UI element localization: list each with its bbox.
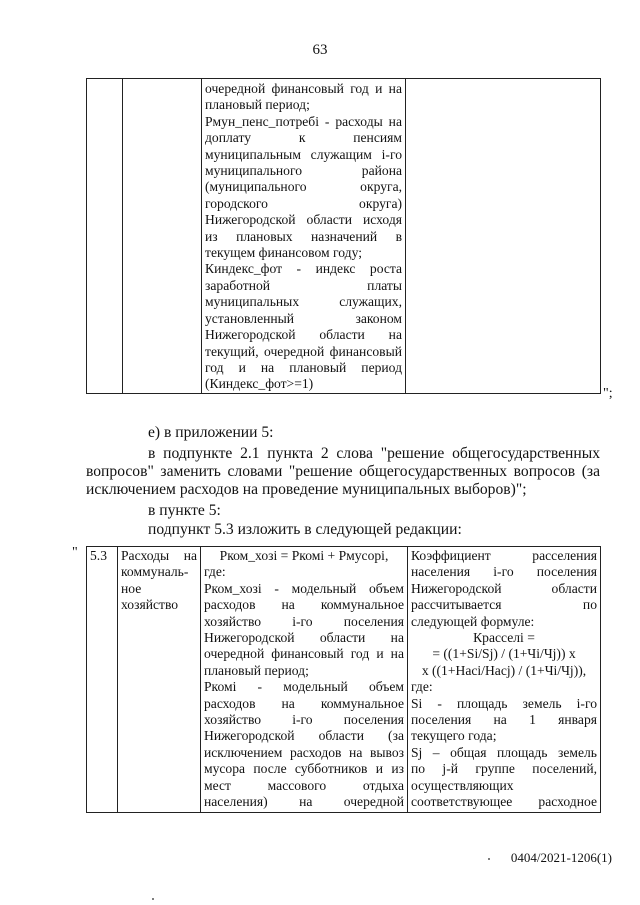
table1-col-coefficient: [406, 79, 601, 394]
opening-quote-mark: ": [72, 545, 78, 560]
text-line: год и на плановый период: [205, 359, 402, 375]
text-line: населения і-го поселения: [411, 564, 597, 580]
text-line: исключением расходов на вывоз: [204, 744, 404, 760]
text-line: Нижегородской области (за: [204, 728, 404, 744]
text-line: текущий, очередной финансовый: [205, 343, 402, 359]
text-line: осуществляющих: [411, 777, 514, 793]
table2-col-name: [118, 547, 201, 813]
text-line: текущего года;: [411, 728, 497, 744]
scan-speck: [152, 898, 154, 900]
text-line: х ((1+Насі/Насj) / (1+Чі/Чj)),: [421, 662, 587, 678]
paragraph-subclause-2-1-line-2: вопросов" заменить словами "решение общегосударственных вопросов (за: [86, 463, 600, 480]
text-line: Нижегородской области: [411, 580, 597, 596]
text-line: плановый период;: [204, 662, 309, 678]
text-line: хозяйство і-го поселения: [204, 712, 404, 728]
document-code: 0404/2021-1206(1): [510, 850, 612, 865]
text-line: мусора после субботников и из: [204, 761, 404, 777]
row-number: 5.3: [90, 548, 107, 563]
text-line: коммуналь-: [121, 564, 189, 580]
text-line: заработной платы: [205, 277, 402, 293]
text-line: Красселі =: [473, 630, 535, 646]
text-line: Sj – общая площадь земель: [411, 744, 597, 760]
paragraph-subclause-5-3: подпункт 5.3 изложить в следующей редакции:: [148, 521, 462, 538]
table1-col-number: [87, 79, 123, 394]
subclause-5-3-table: [86, 546, 601, 813]
text-line: Нижегородской области на: [205, 327, 402, 343]
text-line: ное: [121, 580, 142, 596]
text-line: Нижегородской области на: [204, 630, 404, 646]
table2-col-number: [87, 547, 118, 813]
table2-col-coefficient: [408, 547, 601, 813]
text-line: из плановых назначений в: [205, 228, 402, 244]
text-line: Нижегородской области исходя: [205, 212, 402, 228]
text-line: расходов на коммунальное: [204, 695, 404, 711]
text-line: Si - площадь земель і-го: [411, 695, 597, 711]
paragraph-clause-5: в пункте 5:: [148, 502, 221, 519]
text-line: Ркомі - модельный объем: [204, 679, 404, 695]
scan-speck: [488, 858, 490, 860]
table2-col-formula: [201, 547, 408, 813]
text-line: = ((1+Si/Sj) / (1+Чі/Чj)) х: [432, 646, 576, 662]
text-line: населения) на очередной: [204, 794, 404, 810]
text-line: хозяйство: [121, 597, 179, 613]
paragraph-subclause-2-1-line-1: в подпункте 2.1 пункта 2 слова "решение общегосударственных: [148, 445, 600, 462]
text-line: расходов на коммунальное: [204, 597, 404, 613]
text-line: муниципальных служащих,: [205, 294, 402, 310]
text-line: (муниципального округа,: [205, 179, 402, 195]
text-line: установленный законом: [205, 310, 402, 326]
text-line: плановый период;: [205, 97, 310, 113]
text-line: городского округа): [205, 195, 402, 211]
text-line: хозяйство і-го поселения: [204, 613, 404, 629]
text-line: Рком_хозі - модельный объем: [204, 580, 404, 596]
continuation-table: [86, 78, 601, 394]
table1-col-formula: [202, 79, 406, 394]
closing-quote-mark: ";: [603, 386, 613, 401]
text-line: текущем финансовом году;: [205, 245, 362, 261]
text-line: Рмун_пенс_потребі - расходы на: [205, 113, 402, 129]
paragraph-appendix-5: е) в приложении 5:: [148, 424, 274, 441]
text-line: по j-й группе поселений,: [411, 761, 597, 777]
table1-col-name: [123, 79, 202, 394]
page-number: 63: [312, 42, 328, 58]
text-line: поселения на 1 января: [411, 712, 597, 728]
text-line: следующей формуле:: [411, 613, 535, 629]
text-line: доплату к пенсиям: [205, 130, 402, 146]
text-line: Киндекс_фот - индекс роста: [205, 261, 402, 277]
text-line: где:: [204, 564, 226, 580]
text-line: муниципального района: [205, 163, 402, 179]
text-line: очередной финансовый год и на: [204, 646, 404, 662]
text-line: Рком_хозі = Ркомі + Рмусорі,: [219, 548, 389, 563]
text-line: соответствующее расходное: [411, 794, 597, 810]
text-line: (Киндекс_фот>=1): [205, 376, 314, 392]
text-line: муниципальным служащим і-го: [205, 146, 402, 162]
text-line: очередной финансовый год и на: [205, 81, 402, 96]
text-line: где:: [411, 679, 433, 695]
text-line: рассчитывается по: [411, 597, 597, 613]
text-line: Расходы на: [121, 548, 197, 563]
text-line: мест массового отдыха: [204, 777, 404, 793]
paragraph-subclause-2-1-line-3: исключением расходов на проведение муниципальных выборов)";: [86, 481, 527, 498]
text-line: Коэффициент расселения: [411, 548, 597, 563]
table1-formula-text: [205, 81, 402, 393]
